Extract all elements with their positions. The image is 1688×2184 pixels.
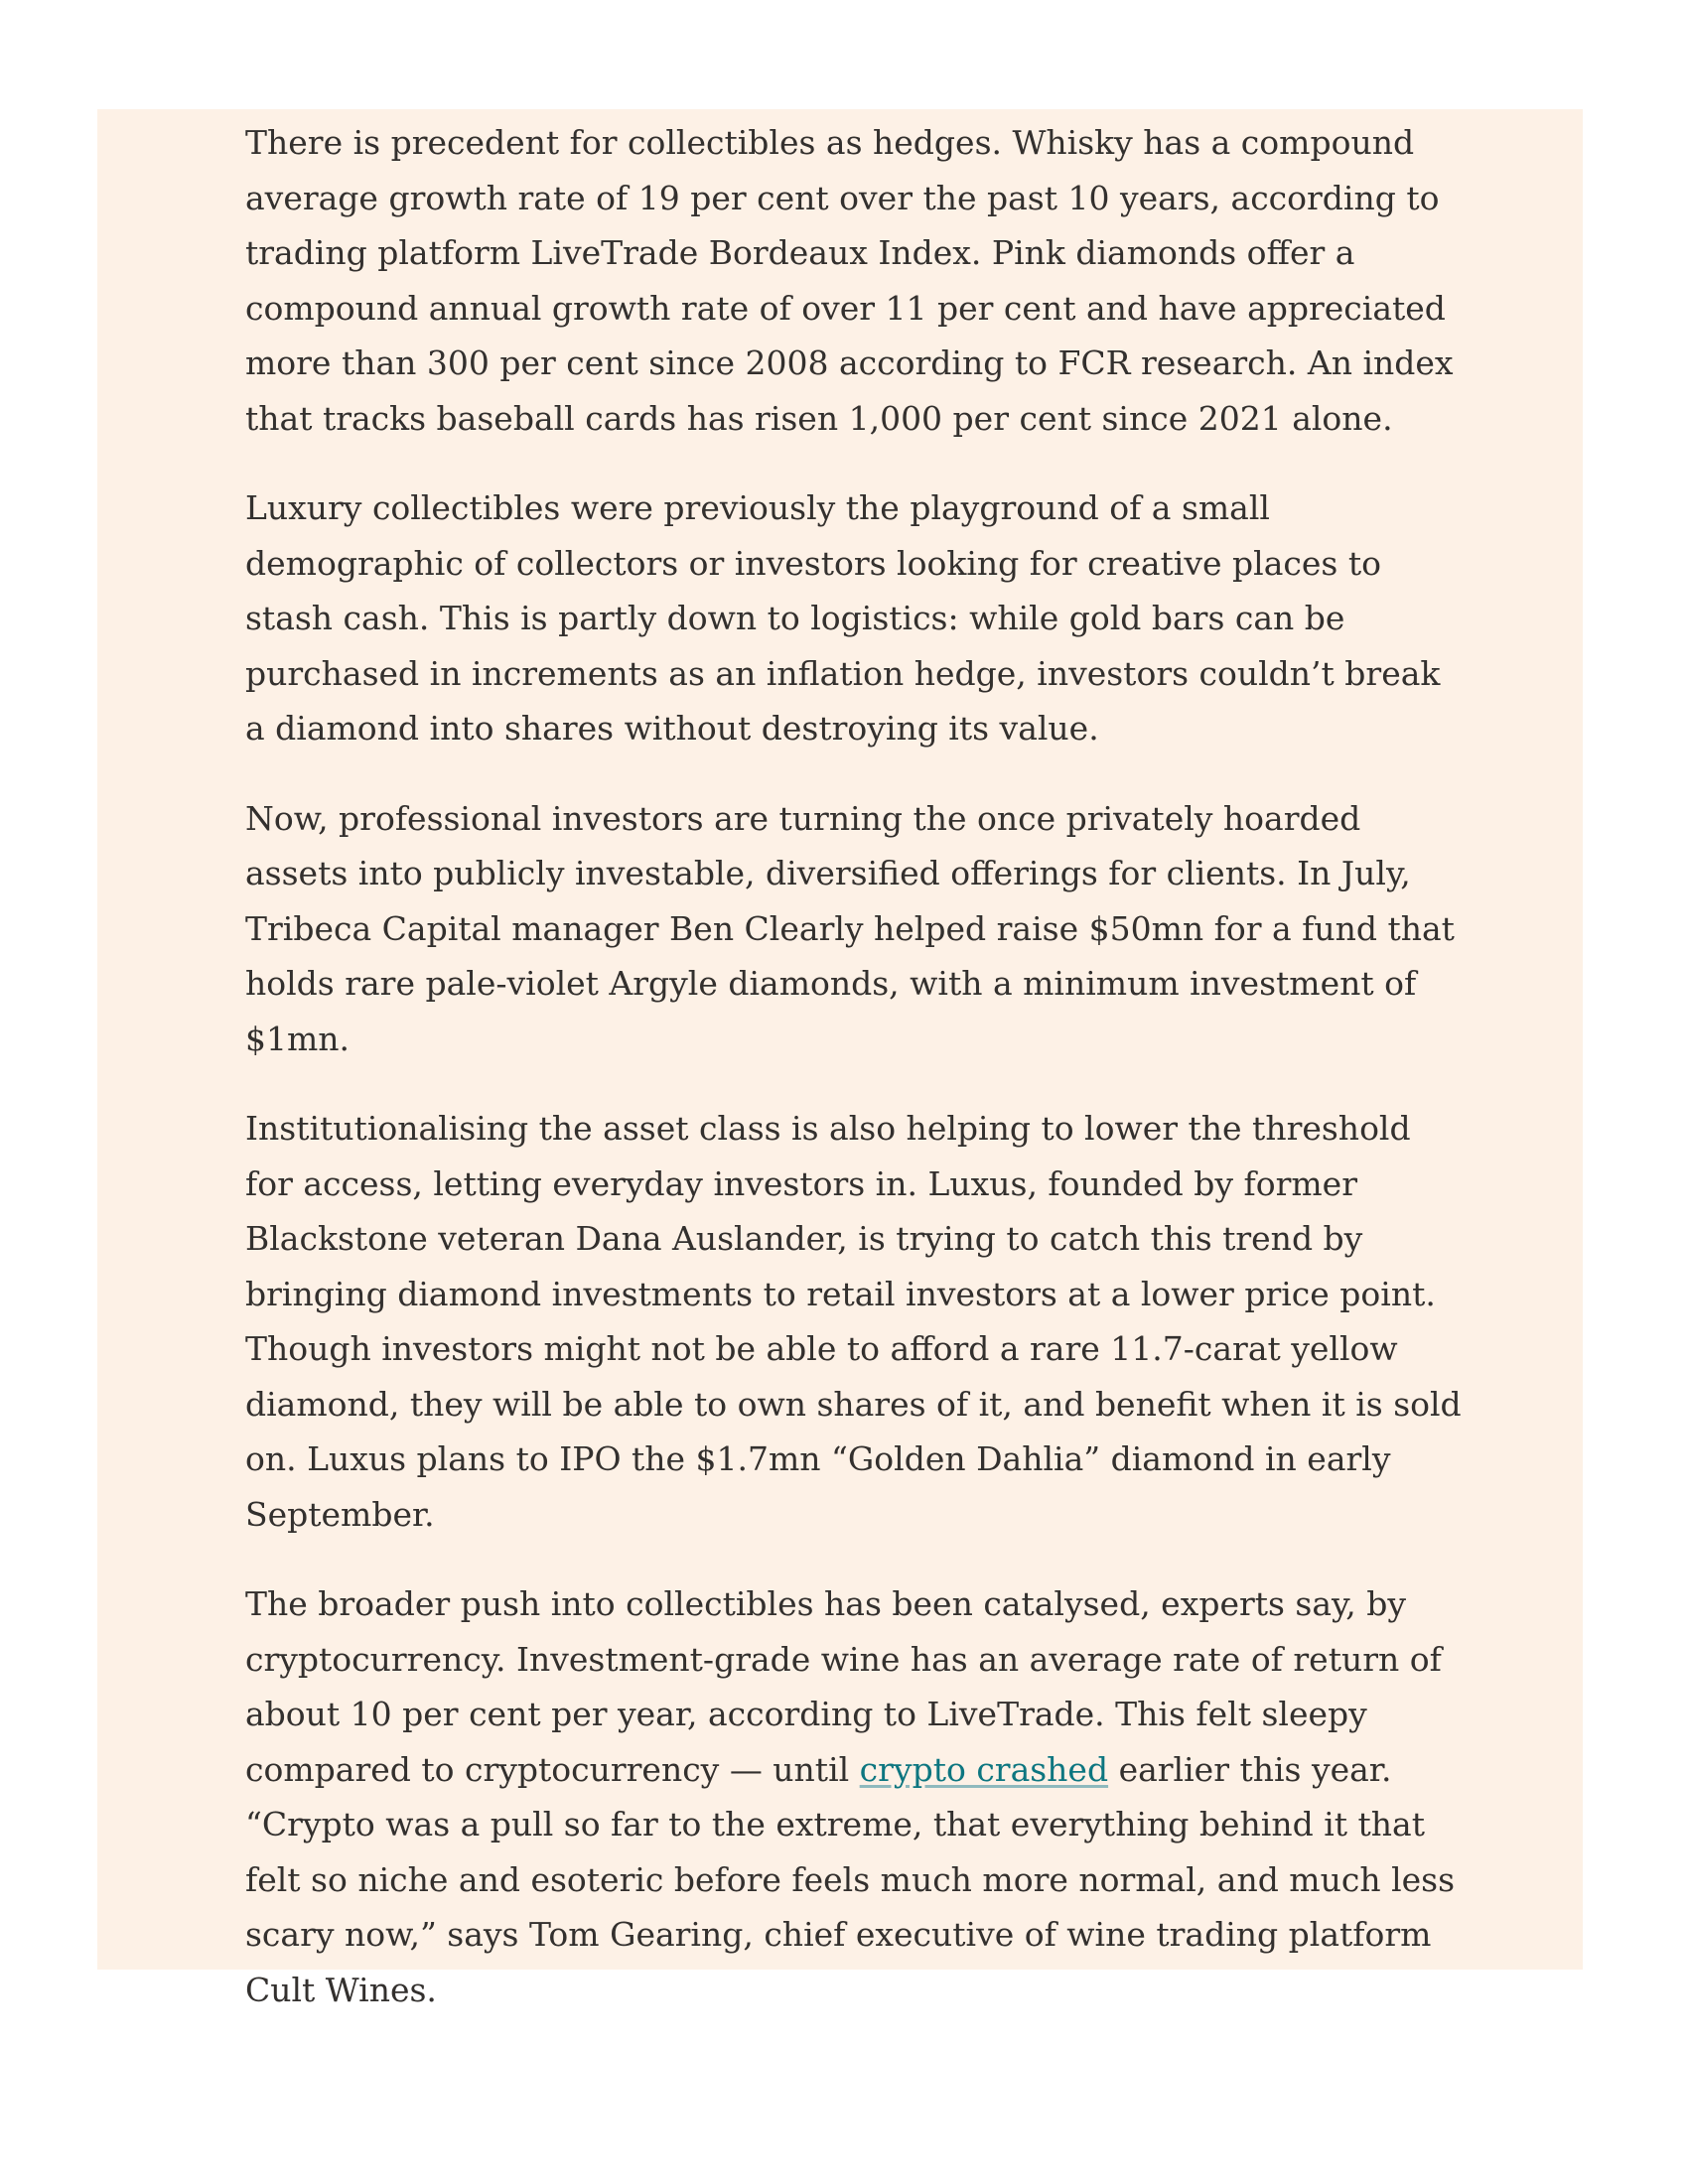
- paragraph-luxury-collectibles: Luxury collectibles were previously the playground of a small demographic of collectors or investors looking for creative places to stash cash. This is partly down to logistics: while gold bars can be purchased in increments as an inflation hedge, investors couldn’t break a diamond into shares without destroying its value.: [245, 488, 1441, 748]
- crypto-crashed-link[interactable]: crypto crashed: [859, 1749, 1109, 1789]
- paragraph-institutionalising: Institutionalising the asset class is also helping to lower the threshold for access, letting everyday investors in. Luxus, founded by former Blackstone veteran Dana Auslander, is trying to catch this trend by bringing diamond investments to retail investors at a lower price point. Though investors might not be able to afford a rare 11.7-carat yellow diamond, they will be able to own shares of it, and benefit when it is sold on. Luxus plans to IPO the $1.7mn “Golden Dahlia” diamond in early September.: [245, 1109, 1462, 1534]
- paragraph-collectibles-hedges: There is precedent for collectibles as hedges. Whisky has a compound average growth rate of 19 per cent over the past 10 years, according to trading platform LiveTrade Bordeaux Index. Pink diamonds offer a compound annual growth rate of over 11 per cent and have appreciated more than 300 per cent since 2008 according to FCR research. An index that tracks baseball cards has risen 1,000 per cent since 2021 alone.: [245, 123, 1454, 438]
- article-panel: [97, 109, 1583, 2009]
- paragraph-cryptocurrency: [245, 1576, 1467, 2017]
- article-body: [245, 115, 1467, 2052]
- paragraph-text-before-link: The broader push into collectibles has been catalysed, experts say, by cryptocurrency. Investment-grade wine has an average rate of return of about 10 per cent per year, according to LiveTrade. This felt sleepy compared to cryptocurrency — until: [245, 1584, 1442, 1789]
- paragraph-text-after-link: earlier this year. “Crypto was a pull so far to the extreme, that everything behind it that felt so niche and esoteric before feels much more normal, and much less scary now,” says Tom Gearing, chief executive of wine trading platform Cult Wines.: [245, 1749, 1456, 2009]
- paragraph-professional-investors: Now, professional investors are turning the once privately hoarded assets into publicly investable, diversified offerings for clients. In July, Tribeca Capital manager Ben Clearly helped raise $50mn for a fund that holds rare pale-violet Argyle diamonds, with a minimum investment of $1mn.: [245, 798, 1455, 1058]
